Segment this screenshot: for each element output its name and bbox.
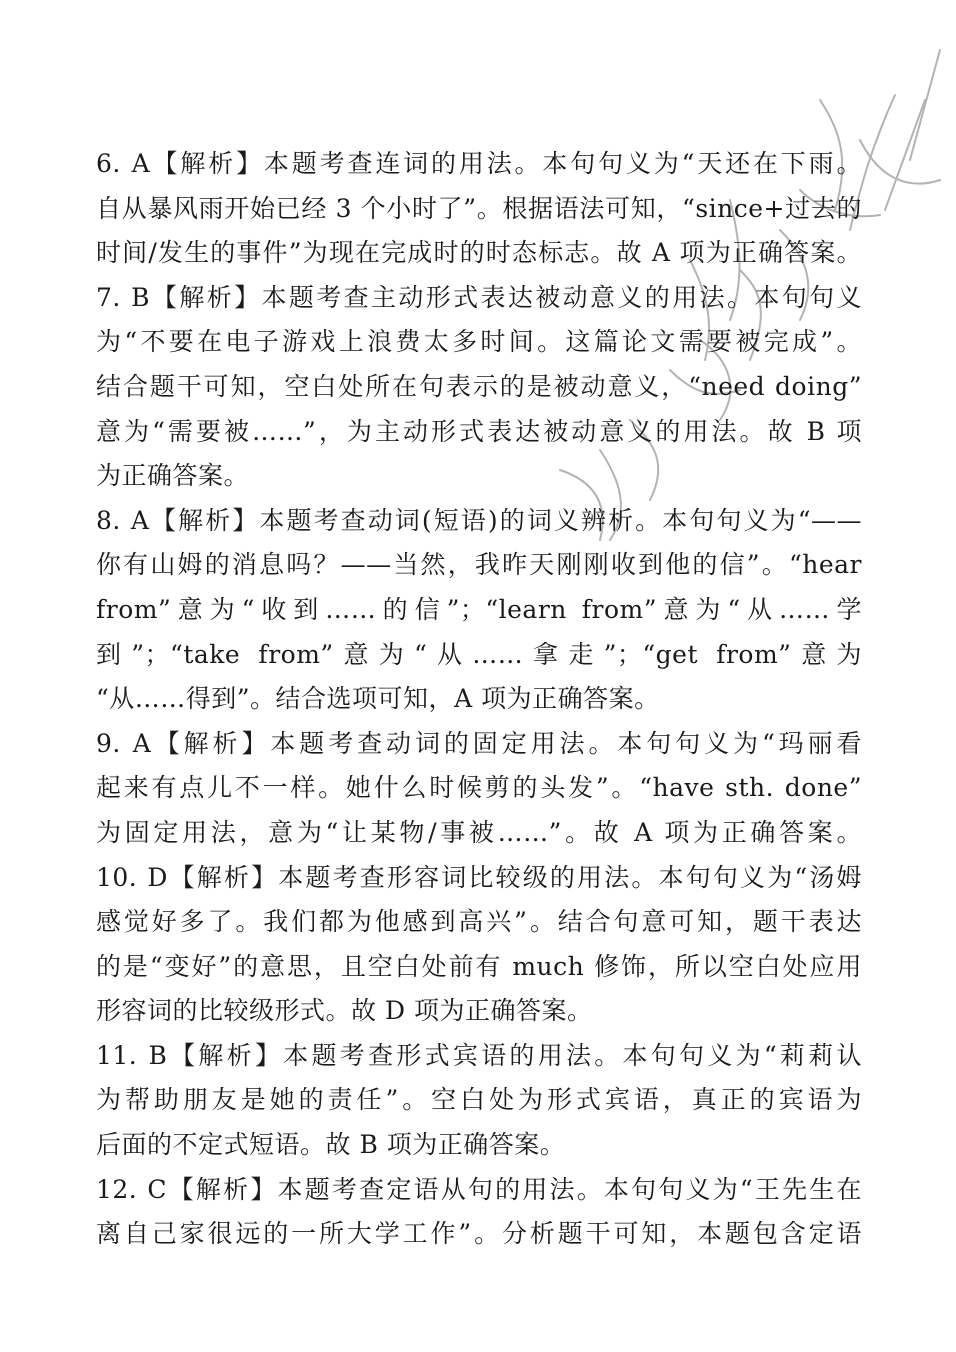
text-line: 为“不要在电子游戏上浪费太多时间。这篇论文需要被完成”。 bbox=[96, 327, 862, 357]
text-line: 自从暴风雨开始已经 3 个小时了”。根据语法可知，“since+过去的 bbox=[96, 193, 862, 223]
text-line: 起来有点儿不一样。她什么时候剪的头发”。“have sth. done” bbox=[96, 773, 862, 803]
text-line: 为固定用法，意为“让某物/事被……”。故 A 项为正确答案。 bbox=[96, 817, 862, 847]
text-line: “从……得到”。结合选项可知，A 项为正确答案。 bbox=[96, 684, 660, 714]
text-line: 8. A【解析】本题考查动词(短语)的词义辨析。本句句义为“—— bbox=[96, 505, 862, 535]
text-line: 意为“需要被……”，为主动形式表达被动意义的用法。故 B 项 bbox=[96, 416, 862, 446]
text-line: 结合题干可知，空白处所在句表示的是被动意义，“need doing” bbox=[96, 371, 862, 401]
text-line: 12. C【解析】本题考查定语从句的用法。本句句义为“王先生在 bbox=[96, 1174, 862, 1204]
text-line: 6. A【解析】本题考查连词的用法。本句句义为“天还在下雨。 bbox=[96, 149, 862, 178]
text-line: 离自己家很远的一所大学工作”。分析题干可知，本题包含定语 bbox=[96, 1219, 862, 1249]
text-line: 11. B【解析】本题考查形式宾语的用法。本句句义为“莉莉认 bbox=[96, 1040, 862, 1070]
text-line: 你有山姆的消息吗？——当然，我昨天刚刚收到他的信”。“hear bbox=[96, 550, 862, 580]
text-line: 感觉好多了。我们都为他感到高兴”。结合句意可知，题干表达 bbox=[96, 907, 862, 937]
text-line: 为正确答案。 bbox=[96, 461, 250, 491]
text-line: 后面的不定式短语。故 B 项为正确答案。 bbox=[96, 1130, 566, 1160]
text-line: 为帮助朋友是她的责任”。空白处为形式宾语，真正的宾语为 bbox=[96, 1085, 862, 1115]
text-line: 时间/发生的事件”为现在完成时的时态标志。故 A 项为正确答案。 bbox=[96, 238, 862, 268]
text-line: 9. A【解析】本题考查动词的固定用法。本句句义为“玛丽看 bbox=[96, 728, 862, 758]
answer-explanations bbox=[96, 142, 862, 1257]
text-line: 7. B【解析】本题考查主动形式表达被动意义的用法。本句句义 bbox=[96, 282, 862, 312]
text-line: from”意为“收到……的信”；“learn from”意为“从……学 bbox=[96, 594, 862, 624]
text-line: 的是“变好”的意思，且空白处前有 much 修饰，所以空白处应用 bbox=[96, 951, 862, 981]
text-line: 10. D【解析】本题考查形容词比较级的用法。本句句义为“汤姆 bbox=[96, 862, 862, 892]
text-line: 到”；“take from”意为“从……拿走”；“get from”意为 bbox=[96, 639, 862, 669]
text-line: 形容词的比较级形式。故 D 项为正确答案。 bbox=[96, 996, 593, 1026]
